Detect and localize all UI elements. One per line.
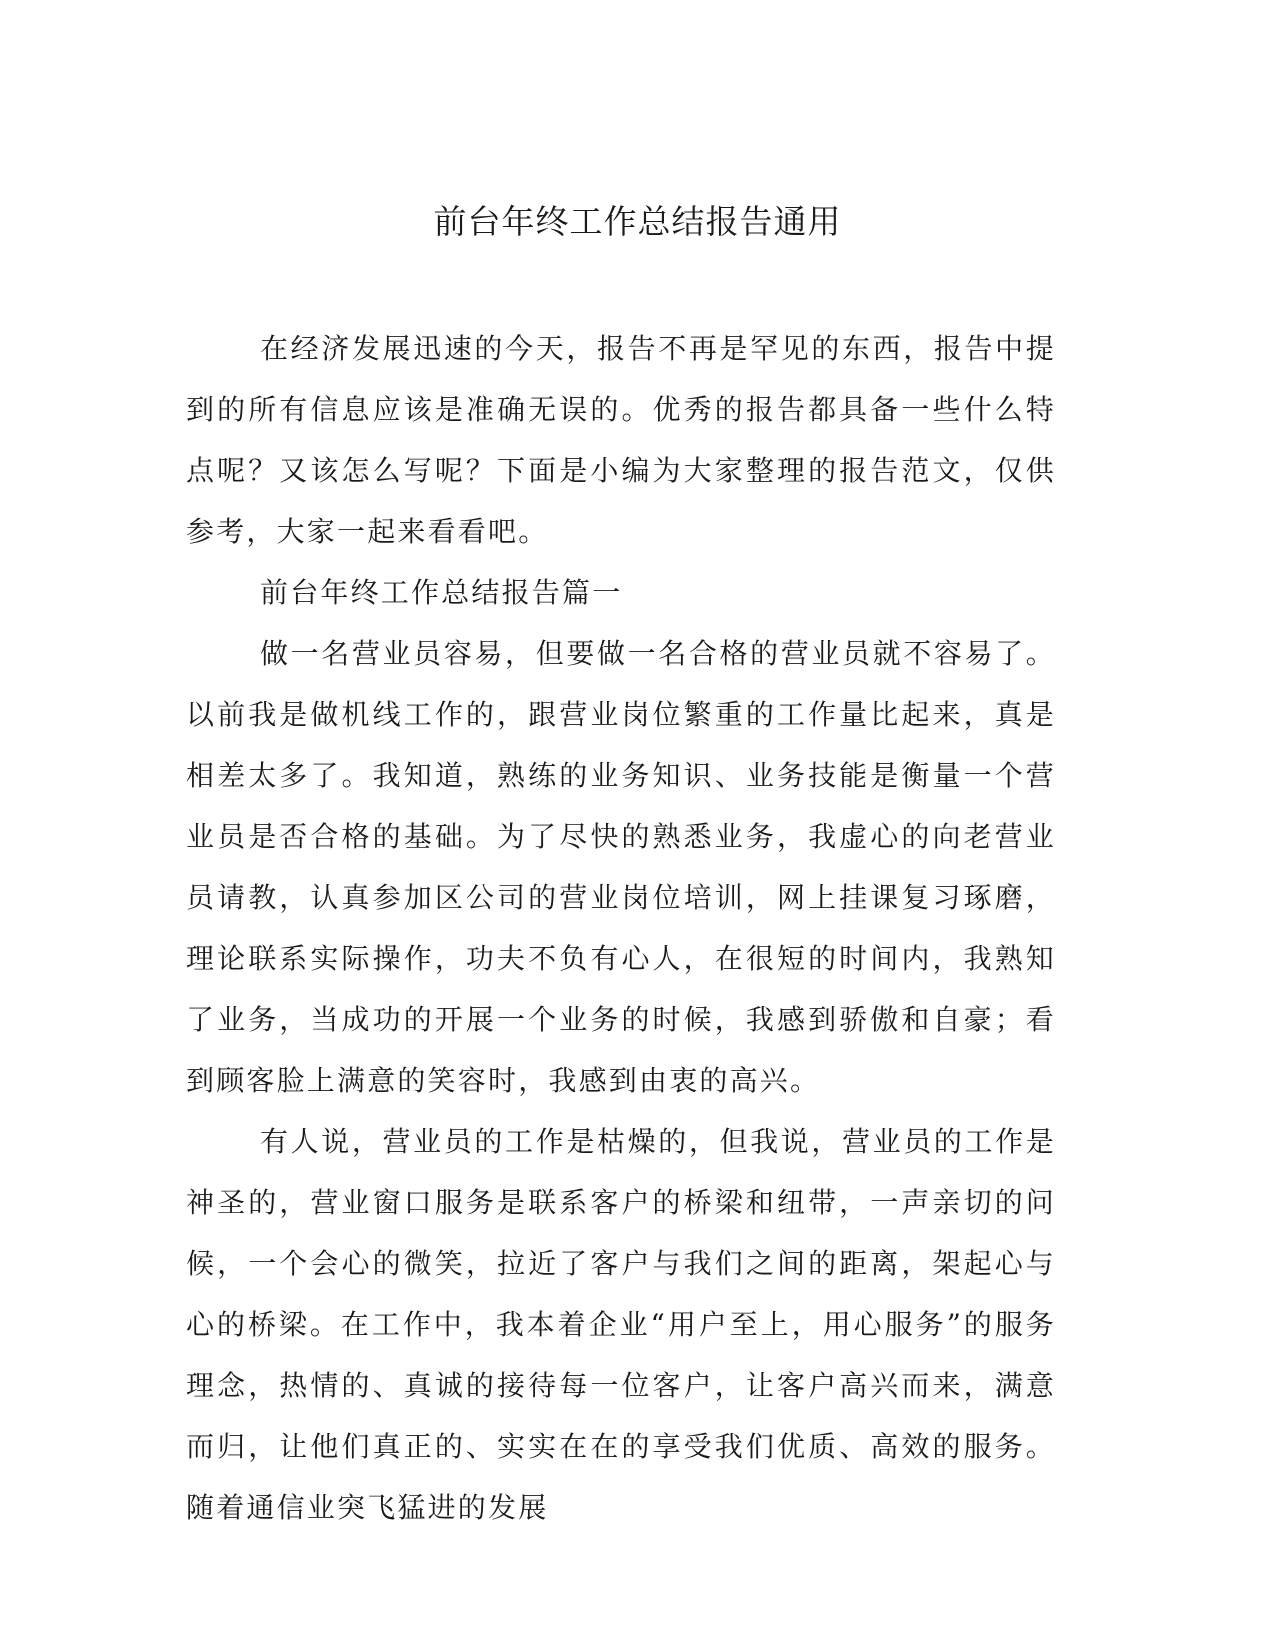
body-paragraph: 做一名营业员容易，但要做一名合格的营业员就不容易了。以前我是做机线工作的，跟营业岗位繁重的工作量比起来，真是相差太多了。我知道，熟练的业务知识、业务技能是衡量一个营业员是否合格的基础。为了尽快的熟悉业务，我虚心的向老营业员请教，认真参加区公司的营业岗位培训，网上挂课复习琢磨，理论联系实际操作，功夫不负有心人，在很短的时间内，我熟知了业务，当成功的开展一个业务的时候，我感到骄傲和自豪；看到顾客脸上满意的笑容时，我感到由衷的高兴。 — [186, 637, 1056, 1097]
body-paragraph: 有人说，营业员的工作是枯燥的，但我说，营业员的工作是神圣的，营业窗口服务是联系客户的桥梁和纽带，一声亲切的问候，一个会心的微笑，拉近了客户与我们之间的距离，架起心与心的桥梁。在工作中，我本着企业“用户至上，用心服务”的服务理念，热情的、真诚的接待每一位客户，让客户高兴而来，满意而归，让他们真正的、实实在在的享受我们优质、高效的服务。随着通信业突飞猛进的发展 — [186, 1125, 1056, 1524]
document-title: 前台年终工作总结报告通用 — [433, 202, 842, 241]
document-body — [186, 318, 1056, 1538]
intro-paragraph: 在经济发展迅速的今天，报告不再是罕见的东西，报告中提到的所有信息应该是准确无误的。优秀的报告都具备一些什么特点呢？又该怎么写呢？下面是小编为大家整理的报告范文，仅供参考，大家一起来看看吧。 — [186, 332, 1056, 548]
section-heading: 前台年终工作总结报告篇一 — [260, 576, 623, 609]
